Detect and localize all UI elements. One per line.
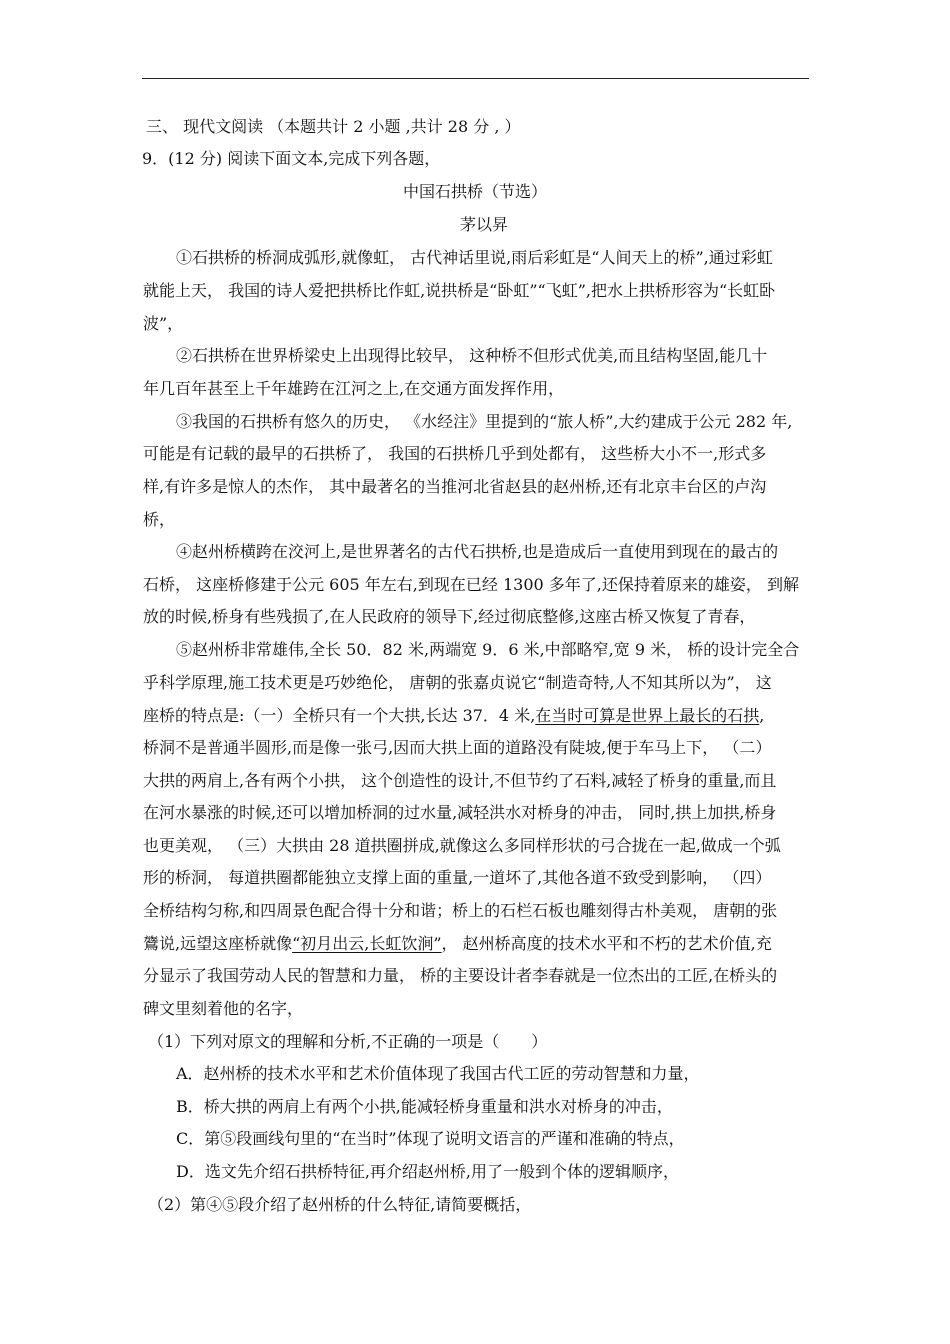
- option-b: B．桥大拱的两肩上有两个小拱,能减轻桥身重量和洪水对桥身的冲击，: [176, 1097, 673, 1116]
- underlined-quote: “初月出云,长虹饮涧”: [292, 934, 442, 953]
- line-text: ,: [759, 706, 765, 725]
- option-d: D．选文先介绍石拱桥特征,再介绍赵州桥,用了一般到个体的逻辑顺序，: [176, 1162, 680, 1181]
- paragraph-line: 样,有许多是惊人的杰作， 其中最著名的当推河北省赵县的赵州桥,还有北京丰台区的卢沟: [143, 477, 767, 496]
- paragraph-line: 分显示了我国劳动人民的智慧和力量， 桥的主要设计者李春就是一位杰出的工匠,在桥头的: [143, 966, 778, 985]
- paragraph-line: 形的桥洞， 每道拱圈都能独立支撑上面的重量,一道坏了,其他各道不致受到影响， （四）: [143, 868, 772, 887]
- option-a: A．赵州桥的技术水平和艺术价值体现了我国古代工匠的劳动智慧和力量，: [176, 1064, 700, 1083]
- line-text: ， 赵州桥高度的技术水平和不朽的艺术价值,充: [441, 934, 772, 953]
- paragraph-line: 大拱的两肩上,各有两个小拱， 这个创造性的设计,不但节约了石料,减轻了桥身的重量,而且: [143, 771, 777, 790]
- question-intro: 9．(12 分) 阅读下面文本,完成下列各题，: [142, 149, 441, 168]
- article-author: 茅以昇: [459, 215, 508, 234]
- question-2-stem: （2）第④⑤段介绍了赵州桥的什么特征,请简要概括，: [148, 1195, 532, 1214]
- paragraph-line: 桥，: [143, 510, 176, 529]
- line-text: 座桥的特点是:（一）全桥只有一个大拱,长达 37．4 米,: [143, 706, 536, 725]
- paragraph-line: 也更美观， （三）大拱由 28 道拱圈拼成,就像这么多同样形状的弓合拢在一起,做成一个弧: [143, 836, 781, 855]
- paragraph-line: [143, 706, 764, 726]
- paragraph-line: ②石拱桥在世界桥梁史上出现得比较早， 这种桥不但形式优美,而且结构坚固,能几十: [176, 346, 768, 365]
- paragraph-line: 就能上天， 我国的诗人爱把拱桥比作虹,说拱桥是“卧虹”“飞虹”,把水上拱桥形容为“长虹卧: [143, 281, 776, 300]
- article-title: 中国石拱桥（节选）: [402, 182, 547, 201]
- paragraph-line: 桥洞不是普通半圆形,而是像一张弓,因而大拱上面的道路没有陡坡,便于车马上下， （二）: [143, 738, 772, 757]
- paragraph-line: 碑文里刻着他的名字，: [143, 999, 304, 1018]
- paragraph-line: ③我国的石拱桥有悠久的历史， 《水经注》里提到的“旅人桥”,大约建成于公元 282 年,: [176, 412, 793, 431]
- paragraph-line: 年几百年甚至上千年雄跨在江河之上,在交通方面发挥作用，: [143, 379, 565, 398]
- line-text: 鷟说,远望这座桥就像: [143, 934, 293, 953]
- paragraph-line: 可能是有记载的最早的石拱桥了， 我国的石拱桥几乎到处都有， 这些桥大小不一,形式多: [143, 444, 767, 463]
- question-1-stem: （1）下列对原文的理解和分析,不正确的一项是（ ）: [148, 1032, 548, 1051]
- option-c: C．第⑤段画线句里的“在当时”体现了说明文语言的严谨和准确的特点，: [176, 1129, 685, 1148]
- paragraph-line: 放的时候,桥身有些残损了,在人民政府的领导下,经过彻底整修,这座古桥又恢复了青春，: [143, 607, 756, 626]
- section-header: 三、 现代文阅读 （本题共计 2 小题 ,共计 28 分 , ）: [146, 117, 521, 136]
- paragraph-line: [143, 934, 772, 954]
- paragraph-line: ⑤赵州桥非常雄伟,全长 50．82 米,两端宽 9．6 米,中部略窄,宽 9 米， 桥的设计完全合: [176, 640, 800, 659]
- paragraph-line: 乎科学原理,施工技术更是巧妙绝伦， 唐朝的张嘉贞说它“制造奇特,人不知其所以为”， 这: [143, 673, 772, 692]
- paragraph-line: 石桥， 这座桥修建于公元 605 年左右,到现在已经 1300 多年了,还保持着原来的雄姿， 到解: [143, 575, 799, 594]
- underlined-sentence: 在当时可算是世界上最长的石拱: [535, 706, 760, 725]
- paragraph-line: 波”，: [143, 314, 184, 333]
- paragraph-line: 全桥结构匀称,和四周景色配合得十分和谐；桥上的石栏石板也雕刻得古朴美观， 唐朝的张: [143, 901, 778, 920]
- paragraph-line: 在河水暴涨的时候,还可以增加桥洞的过水量,减轻洪水对桥身的冲击， 同时,拱上加拱,桥身: [143, 803, 777, 822]
- header-rule: [142, 78, 809, 79]
- paragraph-line: ①石拱桥的桥洞成弧形,就像虹， 古代神话里说,雨后彩虹是“人间天上的桥”,通过彩虹: [176, 248, 773, 267]
- paragraph-line: ④赵州桥横跨在洨河上,是世界著名的古代石拱桥,也是造成后一直使用到现在的最古的: [176, 542, 779, 561]
